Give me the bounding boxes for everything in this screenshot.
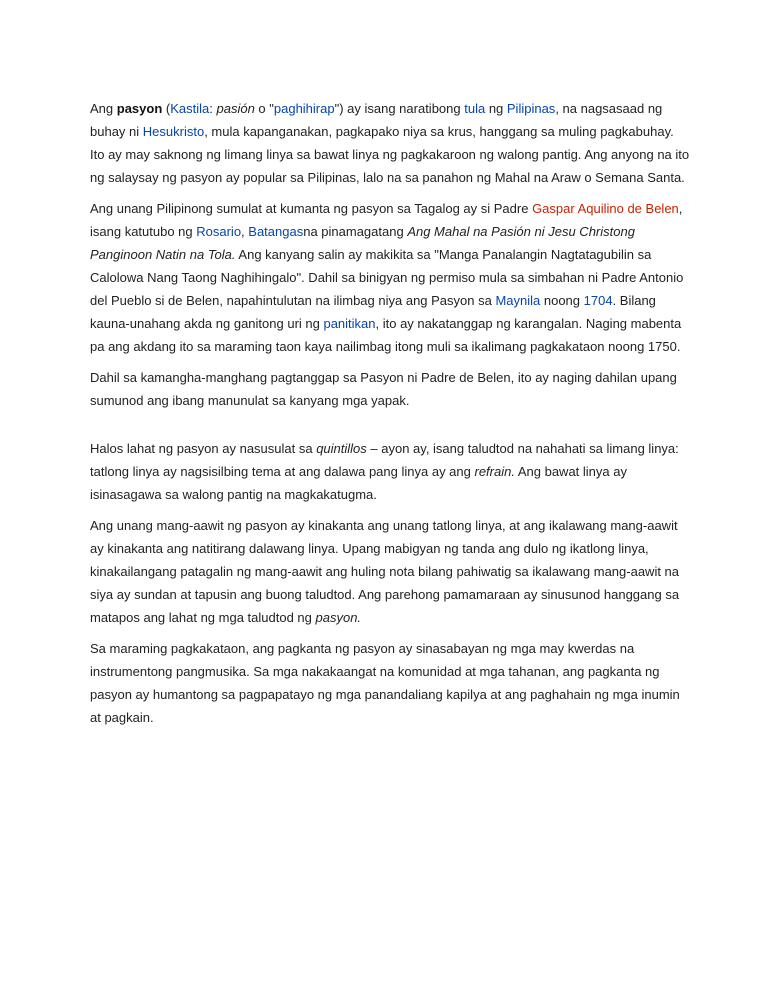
link-batangas[interactable]: Batangas <box>248 224 304 239</box>
link-1704[interactable]: 1704 <box>583 293 613 308</box>
text-run: ng <box>485 101 507 116</box>
text-run: Ang kanyang salin ay makikita sa "Manga Panalangin Nagtatagubilin sa Calolowa Nang Taong Naghihingalo". Dahil sa binigyan ng permiso mula sa simbahan ni Padre Antonio del Pueblo si de Belen, napahintulutan na ilimbag niya ang Pasyon sa <box>90 247 684 308</box>
paragraph-intro <box>90 97 690 189</box>
term-quintillos: quintillos <box>316 441 367 456</box>
link-kastila[interactable]: Kastila <box>170 101 210 116</box>
text-run: o " <box>254 101 274 116</box>
text-run: Halos lahat ng pasyon ay nasusulat sa <box>90 441 317 456</box>
text-run: ") ay isang naratibong <box>334 101 465 116</box>
paragraph-instruments: Sa maraming pagkakataon, ang pagkanta ng pasyon ay sinasabayan ng mga may kwerdas na instrumentong pangmusika. Sa mga nakakaangat na komunidad at mga tahanan, ang pagkanta ng pasyon ay humantong sa pagpapatayo ng mga panandaliang kapilya at ang paghahain ng mga inumin at pagkain. <box>90 641 680 725</box>
text-run: , isang katutubo ng <box>90 201 683 239</box>
paragraph-history <box>90 197 690 358</box>
text-run: Ang unang Pilipinong sumulat at kumanta ng pasyon sa Tagalog ay si Padre <box>90 201 533 216</box>
link-hesukristo[interactable]: Hesukristo <box>142 124 205 139</box>
term-pasyon-italic: pasyon. <box>315 610 362 625</box>
text-run: , ito ay nakatanggap ng karangalan. Naging mabenta pa ang akdang ito sa maraming taon kaya nailimbag itong muli sa ikalimang pagkakataon noong 1750. <box>90 316 682 354</box>
text-run: – ayon ay, isang taludtod na nahahati sa limang linya: tatlong linya ay nagsisilbing tema at ang dalawa pang linya ay ang <box>90 441 679 479</box>
link-gaspar-aquilino-de-belen[interactable]: Gaspar Aquilino de Belen <box>532 201 679 216</box>
link-rosario[interactable]: Rosario <box>196 224 242 239</box>
term-pasyon: pasyon <box>116 101 163 116</box>
term-refrain: refrain. <box>474 464 515 479</box>
link-panitikan[interactable]: panitikan <box>323 316 376 331</box>
text-run: Ang <box>90 101 117 116</box>
text-run: na pinamagatang <box>303 224 408 239</box>
text-run: Ang unang mang-aawit ng pasyon ay kinakanta ang unang tatlong linya, at ang ikalawang mang-aawit ay kinakanta ang natitirang dalawang linya. Upang mabigyan ng tanda ang dulo ng ikatlong linya, kinakailangang patagalin ng mang-aawit ang huling nota bilang pahiwatig sa ikalawang mang-aawit na siya ay sundan at tapusin ang buong taludtod. Ang parehong pamamaraan ay sinusunod hanggang sa matapos ang lahat ng mga taludtod ng <box>90 518 680 625</box>
work-title: Ang Mahal na Pasión ni Jesu Christong Panginoon Natin na Tola. <box>90 224 635 262</box>
text-run: : <box>209 101 217 116</box>
link-paghihirap[interactable]: paghihirap <box>273 101 335 116</box>
paragraph-quintillos <box>90 437 690 506</box>
text-run: ( <box>162 101 171 116</box>
link-maynila[interactable]: Maynila <box>495 293 541 308</box>
link-pilipinas[interactable]: Pilipinas <box>506 101 556 116</box>
text-run: . Bilang kauna-unahang akda ng ganitong uri ng <box>90 293 656 331</box>
text-run: Ang bawat linya ay isinasagawa sa walong pantig na magkakatugma. <box>90 464 627 502</box>
paragraph-singing <box>90 514 690 629</box>
text-run: , na nagsasaad ng buhay ni <box>90 101 663 139</box>
text-run: , mula kapanganakan, pagkapako niya sa krus, hanggang sa muling pagkabuhay. Ito ay may saknong ng limang linya sa bawat linya ng pagkakaroon ng walong pantig. Ang anyong na ito ng salaysay ng pasyon ay popular sa Pilipinas, lalo na sa panahon ng Mahal na Araw o Semana Santa. <box>90 124 690 185</box>
term-pasion: pasión <box>216 101 255 116</box>
paragraph-reception: Dahil sa kamangha-manghang pagtanggap sa Pasyon ni Padre de Belen, ito ay naging dahilan upang sumunod ang ibang manunulat sa kanyang mga yapak. <box>90 370 677 408</box>
link-tula[interactable]: tula <box>464 101 486 116</box>
text-run: , <box>241 224 249 239</box>
text-run: noong <box>540 293 584 308</box>
article-body <box>90 97 690 737</box>
